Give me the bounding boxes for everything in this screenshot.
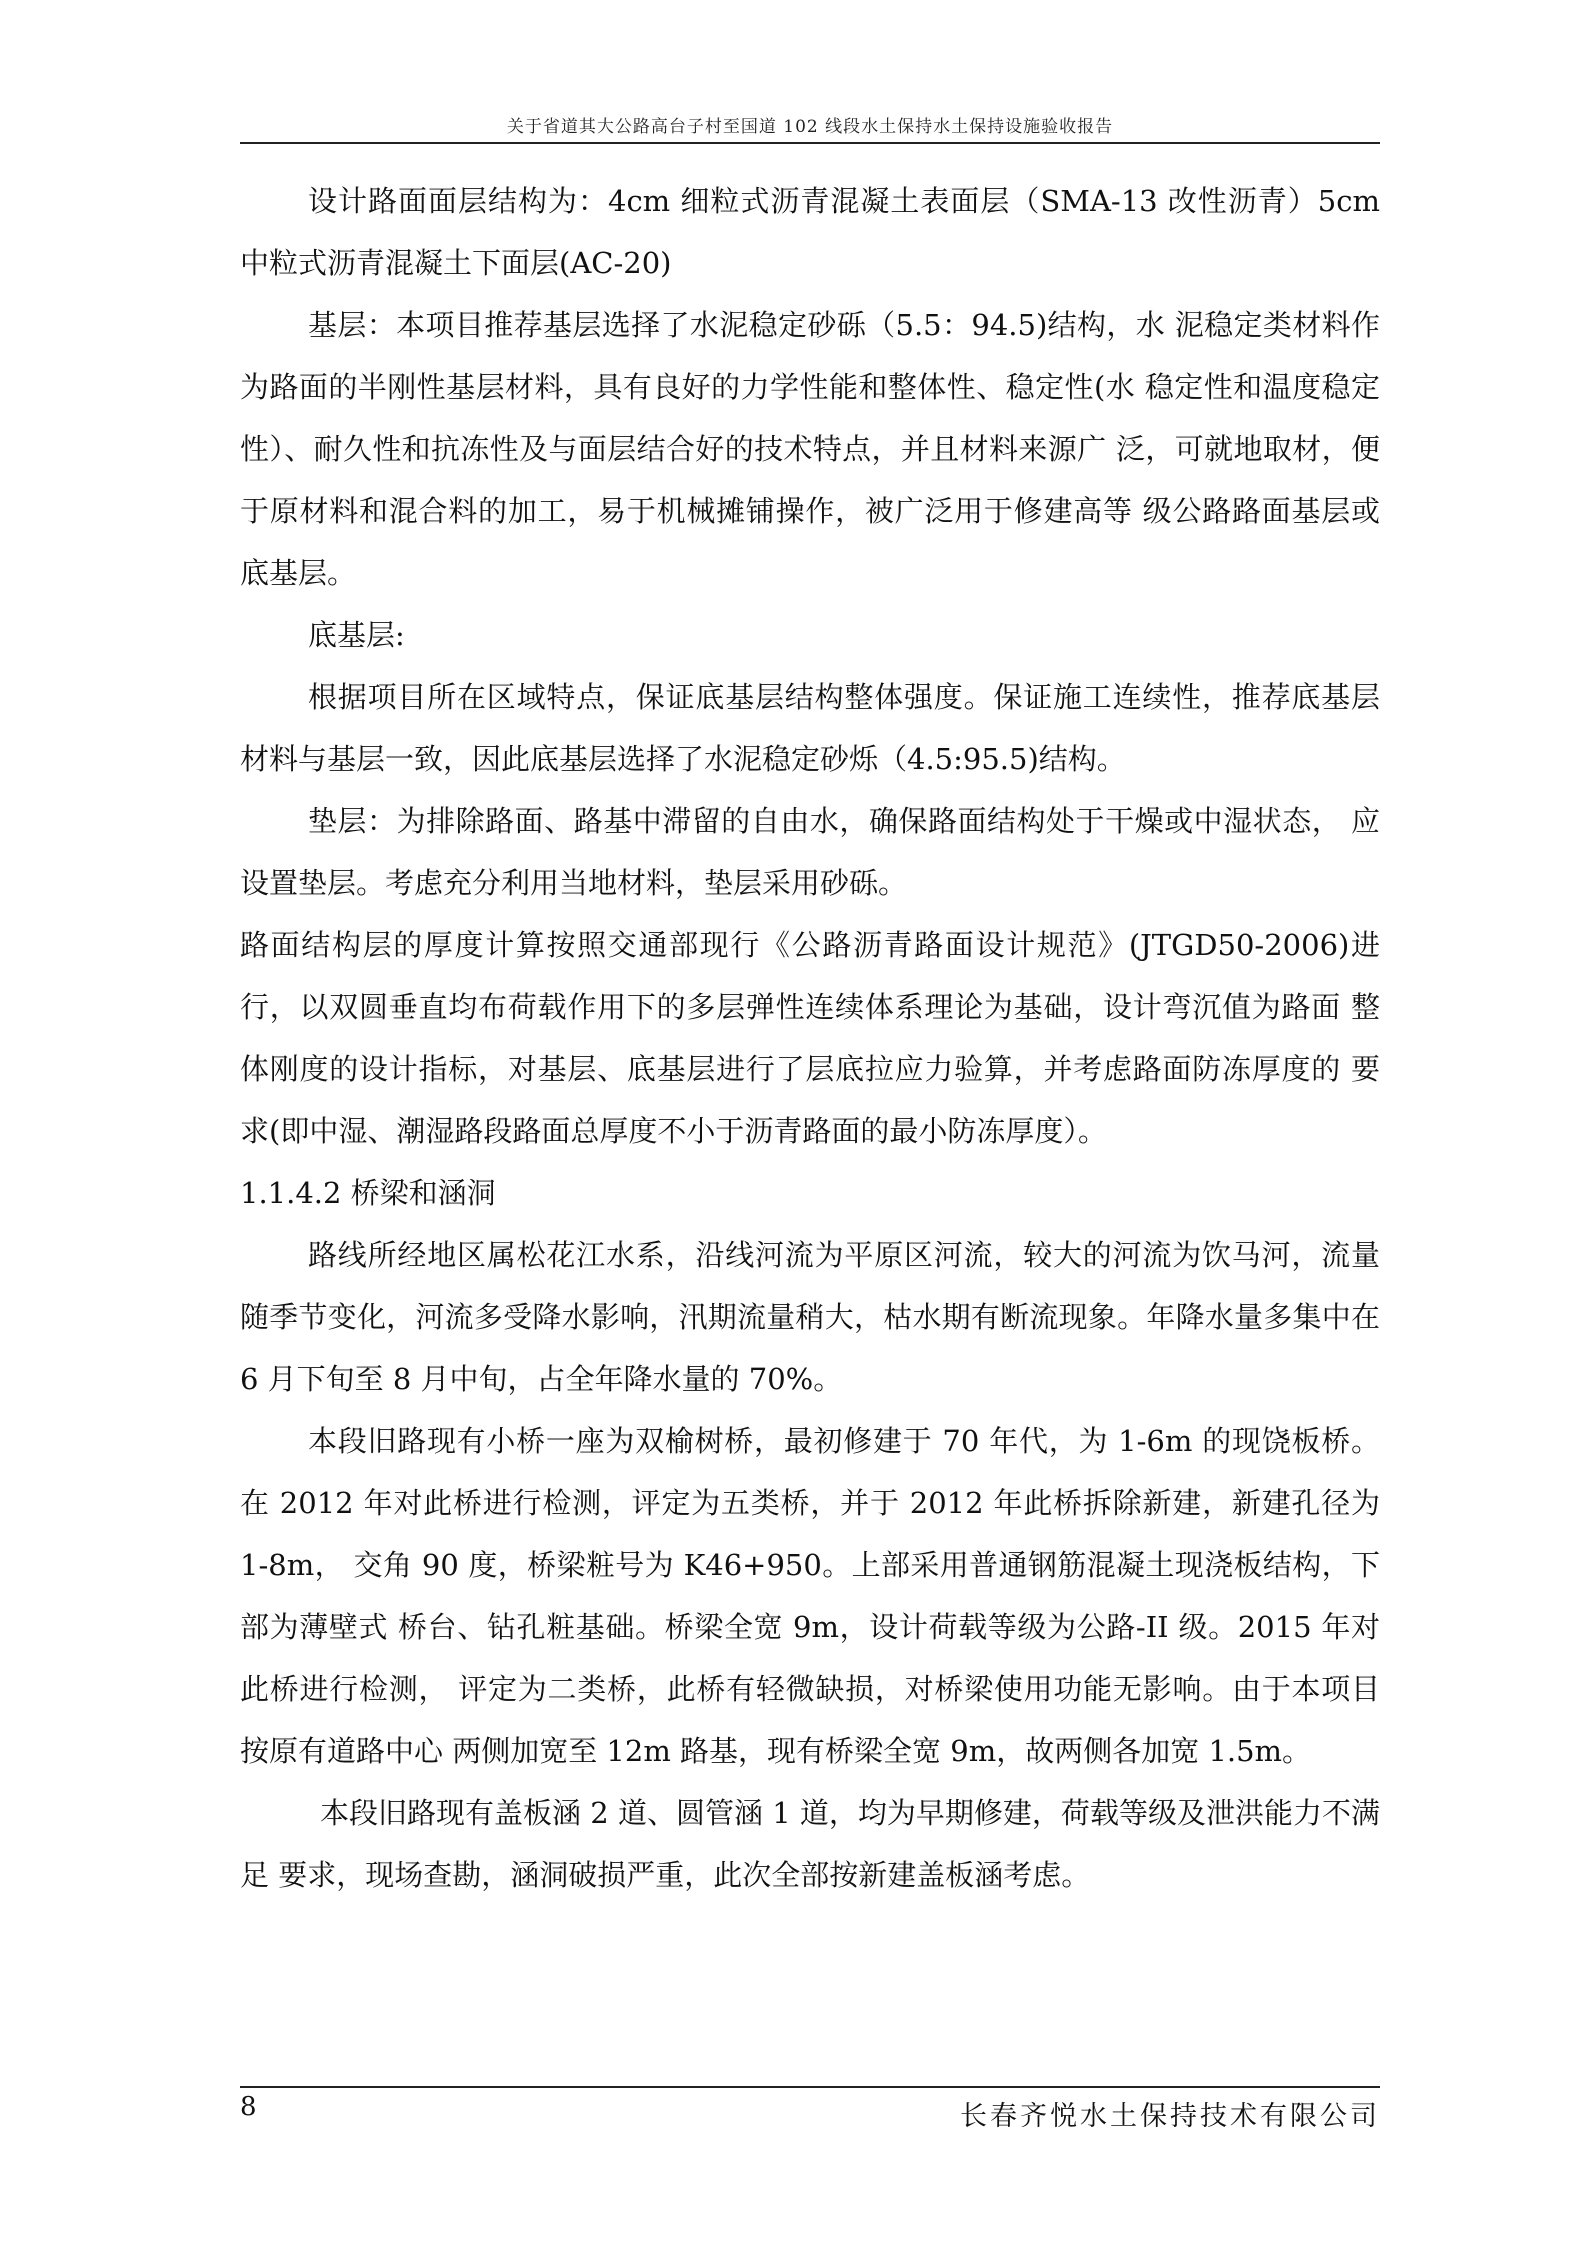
paragraph-cushion-layer: 垫层：为排除路面、路基中滞留的自由水，确保路面结构处于干燥或中湿状态， 应设置垫层。考虑充分利用当地材料，垫层采用砂砾。 bbox=[240, 804, 1380, 900]
header-rule bbox=[240, 142, 1380, 144]
paragraph-bridge: 本段旧路现有小桥一座为双榆树桥，最初修建于 70 年代，为 1-6m 的现饶板桥。在 2012 年对此桥进行检测，评定为五类桥，并于 2012 年此桥拆除新建，新建孔径为 1-8m， 交角 90 度，桥梁粧号为 K46+950。上部采用普通钢筋混凝土现浇板结构，下部为薄壁式 桥台、钻孔粧基础。桥梁全宽 9m，设计荷载等级为公路-II 级。2015 年对此桥进行检测， 评定为二类桥，此桥有轻微缺损，对桥梁使用功能无影响。由于本项目按原有道路中心 两侧加宽至 12m 路基，现有桥梁全宽 9m，故两侧各加宽 1.5m。 bbox=[240, 1424, 1380, 1768]
paragraph-culverts: 本段旧路现有盖板涵 2 道、圆管涵 1 道，均为早期修建，荷载等级及泄洪能力不满足 要求，现场查勘，涵洞破损严重，此次全部按新建盖板涵考虑。 bbox=[240, 1796, 1380, 1892]
page-number: 8 bbox=[240, 2092, 257, 2122]
paragraph-subbase-detail: 根据项目所在区域特点，保证底基层结构整体强度。保证施工连续性，推荐底基层 材料与基层一致，因此底基层选择了水泥稳定砂烁（4.5:95.5)结构。 bbox=[240, 680, 1380, 776]
paragraph-river-system: 路线所经地区属松花江水系，沿线河流为平原区河流，较大的河流为饮马河，流量 随季节变化，河流多受降水影响，汛期流量稍大，枯水期有断流现象。年降水量多集中在 6 月下旬至 8 月中旬，占全年降水量的 70%。 bbox=[240, 1238, 1380, 1396]
paragraph-pavement-surface: 设计路面面层结构为：4cm 细粒式沥青混凝土表面层（SMA-13 改性沥青）5cm 中粒式沥青混凝土下面层(AC-20) bbox=[240, 184, 1380, 280]
paragraph-thickness-calculation: 路面结构层的厚度计算按照交通部现行《公路沥青路面设计规范》(JTGD50-2006)进行，以双圆垂直均布荷载作用下的多层弹性连续体系理论为基础，设计弯沉值为路面 整体刚度的设计指标，对基层、底基层进行了层底拉应力验算，并考虑路面防冻厚度的 要求(即中湿、潮湿路段路面总厚度不小于沥青路面的最小防冻厚度）。 bbox=[240, 928, 1380, 1148]
page-header-title: 关于省道其大公路高台子村至国道 102 线段水土保持水土保持设施验收报告 bbox=[506, 117, 1114, 137]
paragraph-base-layer: 基层：本项目推荐基层选择了水泥稳定砂砾（5.5：94.5)结构，水 泥稳定类材料作为路面的半刚性基层材料，具有良好的力学性能和整体性、稳定性(水 稳定性和温度稳定性）、耐久性和抗冻性及与面层结合好的技术特点，并且材料来源广 泛，可就地取材，便于原材料和混合料的加工，易于机械摊铺操作，被广泛用于修建高等 级公路路面基层或底基层。 bbox=[240, 308, 1380, 590]
company-name: 长春齐悦水土保持技术有限公司 bbox=[960, 2101, 1380, 2132]
report-body bbox=[240, 170, 1380, 1906]
footer-rule bbox=[240, 2086, 1380, 2088]
section-heading-bridges-culverts: 1.1.4.2 桥梁和涵洞 bbox=[240, 1176, 496, 1210]
paragraph-subbase-title: 底基层: bbox=[308, 618, 405, 652]
